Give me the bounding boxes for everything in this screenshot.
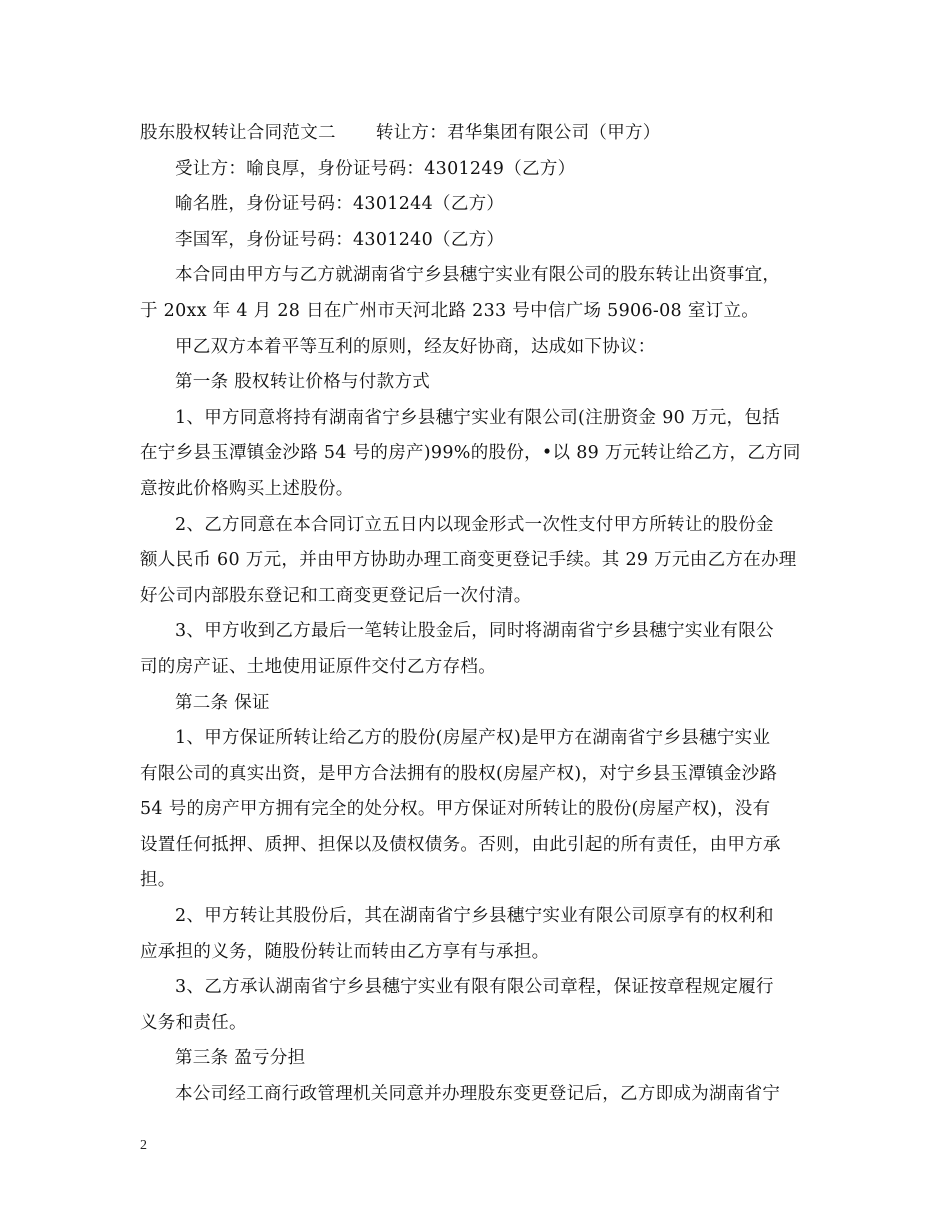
section-heading-1: 第一条 股权转让价格与付款方式 bbox=[175, 372, 431, 393]
paragraph-line: 意按此价格购买上述股份。 bbox=[140, 478, 354, 499]
paragraph-line: 有限公司的真实出资，是甲方合法拥有的股权(房屋产权)，对宁乡县玉潭镇金沙路 bbox=[140, 763, 778, 784]
paragraph-line: 3、乙方承认湖南省宁乡县穗宁实业有限有限公司章程，保证按章程规定履行 bbox=[175, 977, 774, 998]
transferee-1: 受让方：喻良厚，身份证号码：4301249（乙方） bbox=[175, 158, 576, 179]
paragraph-line: 于 20xx 年 4 月 28 日在广州市天河北路 233 号中信广场 5906-08 室订立。 bbox=[140, 300, 760, 321]
paragraph-line: 本公司经工商行政管理机关同意并办理股东变更登记后，乙方即成为湖南省宁 bbox=[175, 1084, 781, 1105]
page-number: 2 bbox=[140, 1138, 147, 1153]
paragraph-line: 3、甲方收到乙方最后一笔转让股金后，同时将湖南省宁乡县穗宁实业有限公 bbox=[175, 621, 774, 642]
paragraph-line: 额人民币 60 万元，并由甲方协助办理工商变更登记手续。其 29 万元由乙方在办理 bbox=[140, 550, 797, 571]
paragraph-line: 应承担的义务，随股份转让而转由乙方享有与承担。 bbox=[140, 941, 550, 962]
paragraph-line: 本合同由甲方与乙方就湖南省宁乡县穗宁实业有限公司的股东转让出资事宜， bbox=[175, 265, 781, 286]
section-heading-2: 第二条 保证 bbox=[175, 692, 270, 713]
document-body bbox=[140, 116, 812, 1113]
transferor-line: 转让方：君华集团有限公司（甲方） bbox=[375, 123, 661, 143]
paragraph-line: 好公司内部股东登记和工商变更登记后一次付清。 bbox=[140, 585, 532, 606]
paragraph-line: 甲乙双方本着平等互利的原则，经友好协商，达成如下协议： bbox=[175, 336, 656, 357]
paragraph-line: 设置任何抵押、质押、担保以及债权债务。否则，由此引起的所有责任，由甲方承 bbox=[140, 834, 781, 855]
paragraph-line: 在宁乡县玉潭镇金沙路 54 号的房产)99%的股份，•以 89 万元转让给乙方，乙方同 bbox=[140, 443, 801, 464]
paragraph-line: 54 号的房产甲方拥有完全的处分权。甲方保证对所转让的股份(房屋产权)，没有 bbox=[140, 799, 771, 820]
transferee-3: 李国军，身份证号码：4301240（乙方） bbox=[175, 229, 505, 250]
paragraph-line: 1、甲方同意将持有湖南省宁乡县穗宁实业有限公司(注册资金 90 万元，包括 bbox=[175, 407, 780, 428]
paragraph-line: 义务和责任。 bbox=[140, 1012, 247, 1033]
transferee-2: 喻名胜，身份证号码：4301244（乙方） bbox=[175, 194, 505, 215]
paragraph-line: 1、甲方保证所转让给乙方的股份(房屋产权)是甲方在湖南省宁乡县穗宁实业 bbox=[175, 728, 771, 749]
paragraph-line: 2、乙方同意在本合同订立五日内以现金形式一次性支付甲方所转让的股份金 bbox=[175, 514, 774, 535]
paragraph-line: 司的房产证、土地使用证原件交付乙方存档。 bbox=[140, 656, 496, 677]
title-line bbox=[140, 116, 812, 152]
paragraph-line: 担。 bbox=[140, 870, 176, 891]
section-heading-3: 第三条 盈亏分担 bbox=[175, 1048, 306, 1069]
document-title: 股东股权转让合同范文二 bbox=[140, 123, 336, 143]
paragraph-line: 2、甲方转让其股份后，其在湖南省宁乡县穗宁实业有限公司原享有的权利和 bbox=[175, 906, 774, 927]
